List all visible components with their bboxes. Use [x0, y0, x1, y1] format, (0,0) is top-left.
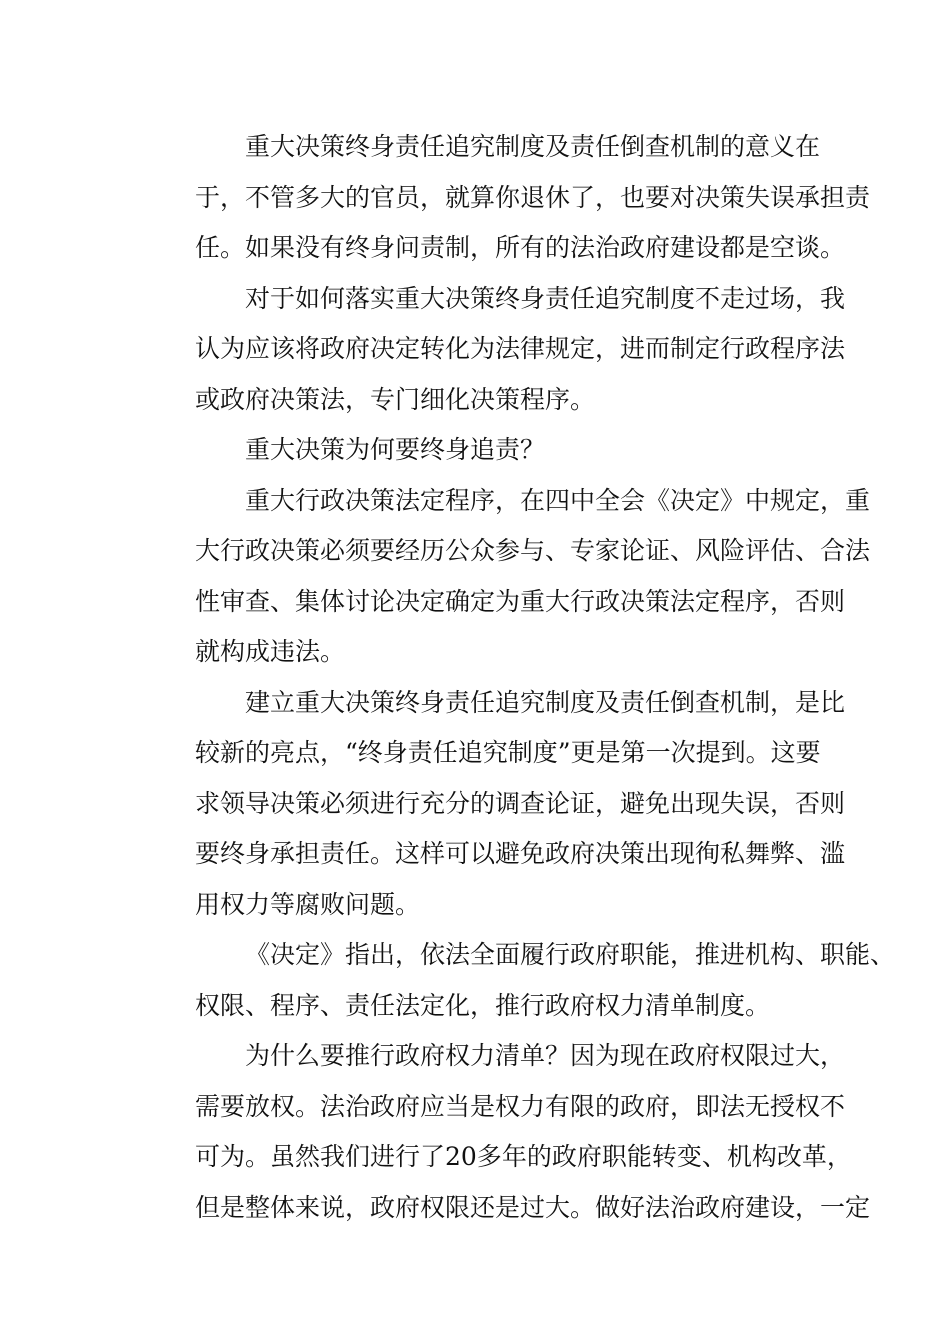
paragraph — [145, 122, 871, 274]
text-line: 为什么要推行政府权力清单？因为现在政府权限过大， — [245, 1041, 846, 1070]
text-line: 要终身承担责任。这样可以避免政府决策出现徇私舞弊、滥 — [195, 839, 846, 868]
text-line: 需要放权。法治政府应当是权力有限的政府，即法无授权不 — [195, 1091, 846, 1121]
text-line: 《决定》指出，依法全面履行政府职能，推进机构、职能、 — [245, 940, 896, 969]
text-line: 求领导决策必须进行充分的调查论证，避免出现失误，否则 — [195, 788, 846, 818]
document-body — [145, 122, 896, 1233]
text-line: 认为应该将政府决定转化为法律规定，进而制定行政程序法 — [195, 334, 846, 363]
text-line: 权限、程序、责任法定化，推行政府权力清单制度。 — [195, 990, 771, 1020]
text-line: 重大行政决策法定程序，在四中全会《决定》中规定，重 — [245, 485, 871, 515]
text-line: 较新的亮点，“终身责任追究制度”更是第一次提到。这要 — [195, 738, 821, 767]
paragraph — [145, 425, 810, 476]
text-line: 重大决策终身责任追究制度及责任倒查机制的意义在 — [245, 132, 821, 161]
text-line: 于，不管多大的官员，就算你退休了，也要对决策失误承担责 — [195, 182, 871, 212]
text-line: 对于如何落实重大决策终身责任追究制度不走过场，我 — [245, 283, 846, 313]
text-line: 重大决策为何要终身追责？ — [245, 435, 546, 464]
text-line: 大行政决策必须要经历公众参与、专家论证、风险评估、合法 — [195, 536, 871, 565]
text-line: 用权力等腐败问题。 — [195, 889, 421, 919]
text-line: 建立重大决策终身责任追究制度及责任倒查机制，是比 — [245, 687, 846, 717]
text-line: 任。如果没有终身问责制，所有的法治政府建设都是空谈。 — [195, 233, 846, 262]
text-line: 但是整体来说，政府权限还是过大。做好法治政府建设，一定 — [195, 1192, 871, 1222]
paragraph — [145, 1031, 871, 1233]
text-line: 可为。虽然我们进行了20多年的政府职能转变、机构改革， — [195, 1142, 852, 1171]
paragraph — [145, 476, 871, 678]
paragraph — [145, 274, 846, 426]
text-line: 或政府决策法，专门细化决策程序。 — [195, 384, 596, 414]
text-line: 就构成违法。 — [195, 637, 346, 666]
paragraph — [145, 678, 846, 931]
paragraph — [145, 930, 896, 1031]
text-line: 性审查、集体讨论决定确定为重大行政决策法定程序，否则 — [195, 586, 846, 616]
